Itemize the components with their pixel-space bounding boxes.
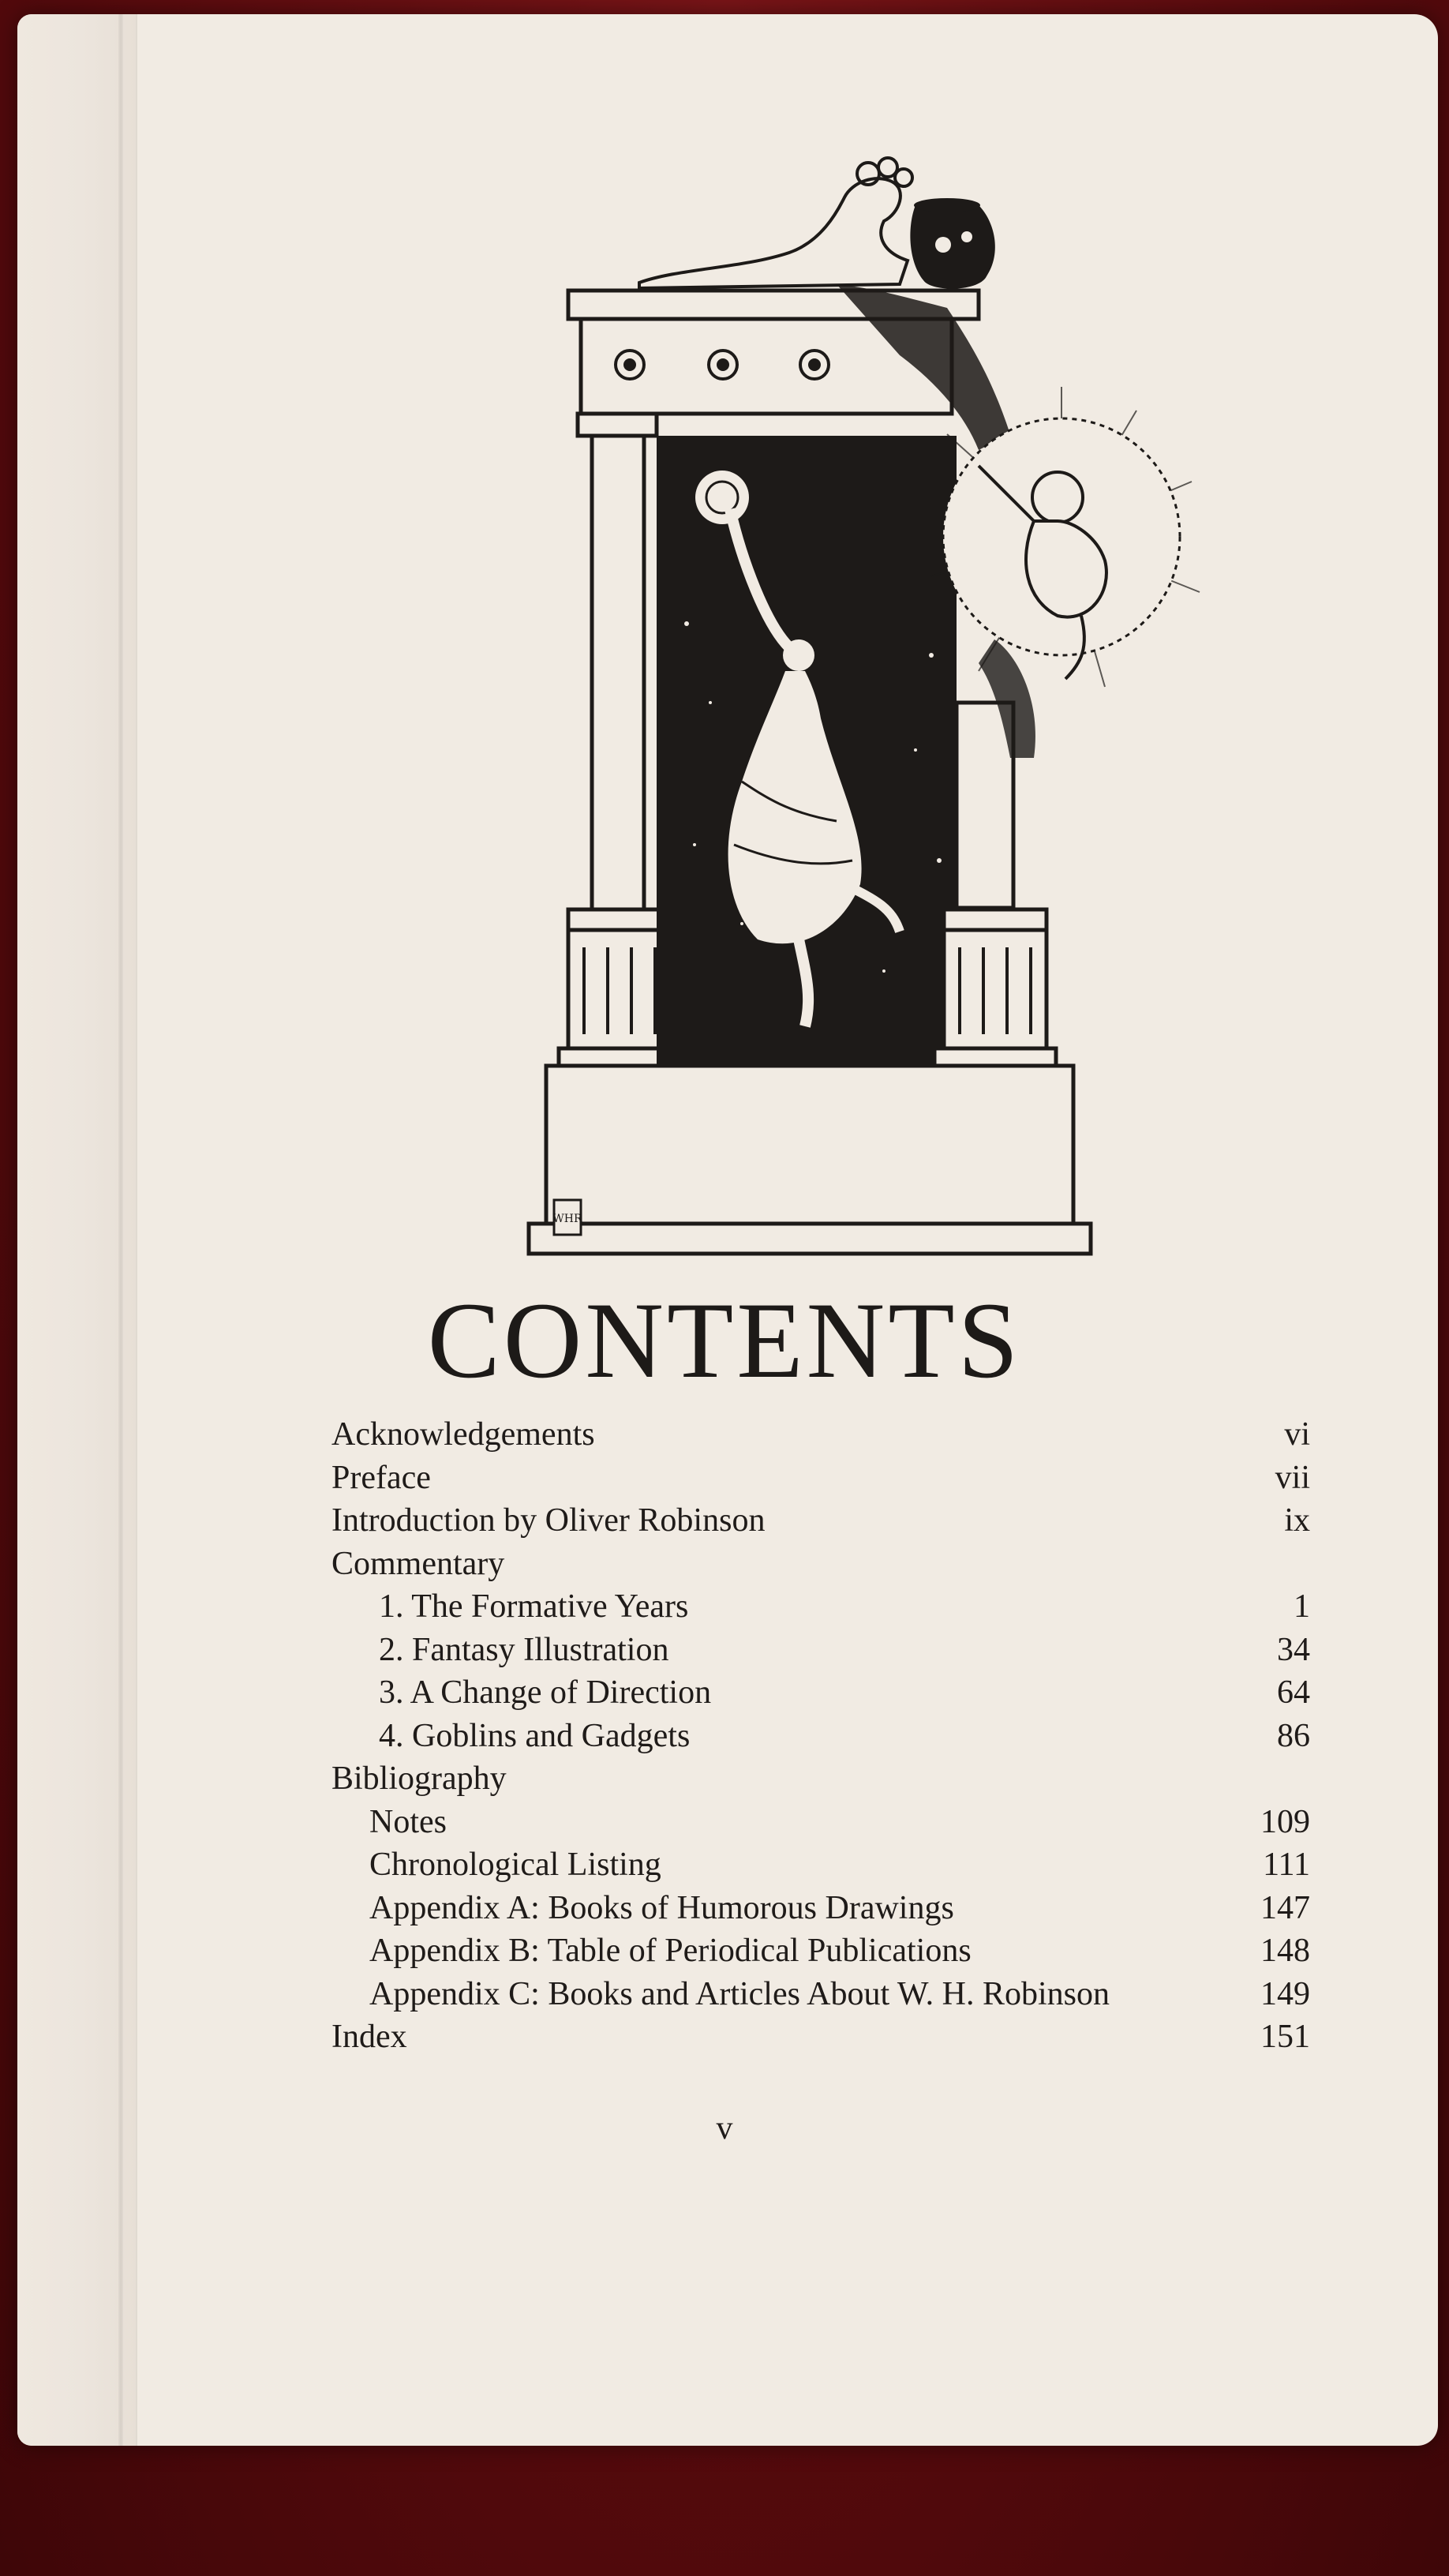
toc-entry-label: Notes xyxy=(369,1803,447,1840)
toc-entry xyxy=(331,1843,1310,1887)
toc-entry xyxy=(331,1543,1310,1586)
table-of-contents xyxy=(331,1413,1310,2059)
toc-entry-page: 111 xyxy=(1263,1847,1310,1883)
toc-entry-page: 1 xyxy=(1294,1588,1310,1625)
toc-entry-label: Introduction by Oliver Robinson xyxy=(331,1502,766,1539)
illustration-icon xyxy=(505,150,1239,1303)
toc-entry-page: ix xyxy=(1284,1502,1310,1539)
toc-entry xyxy=(331,1801,1310,1844)
toc-entry xyxy=(331,1973,1310,2016)
toc-entry-page: 151 xyxy=(1260,2019,1310,2055)
toc-entry-page: 86 xyxy=(1277,1717,1310,1754)
toc-entry-label: Appendix A: Books of Humorous Drawings xyxy=(369,1889,954,1926)
toc-entry xyxy=(331,1887,1310,1930)
toc-entry xyxy=(331,1413,1310,1457)
svg-text:WHR: WHR xyxy=(552,1213,582,1225)
toc-entry xyxy=(331,1715,1310,1758)
toc-entry-page: 148 xyxy=(1260,1933,1310,1969)
toc-entry xyxy=(331,1757,1310,1801)
toc-entry-label: Preface xyxy=(331,1459,431,1496)
toc-entry-page: 147 xyxy=(1260,1889,1310,1926)
toc-entry-label: 4. Goblins and Gadgets xyxy=(379,1717,691,1754)
toc-entry xyxy=(331,1585,1310,1629)
toc-entry xyxy=(331,1629,1310,1672)
toc-entry-label: 1. The Formative Years xyxy=(379,1588,689,1625)
toc-entry-page: 109 xyxy=(1260,1803,1310,1840)
toc-entry-label: Chronological Listing xyxy=(369,1847,661,1883)
toc-entry-label: 3. A Change of Direction xyxy=(379,1674,712,1711)
toc-entry-label: Acknowledgements xyxy=(331,1416,595,1453)
toc-entry-page: 34 xyxy=(1277,1631,1310,1668)
toc-entry xyxy=(331,1929,1310,1973)
toc-entry xyxy=(331,1457,1310,1500)
toc-entry-page: vii xyxy=(1275,1459,1310,1496)
toc-entry-page: 149 xyxy=(1260,1975,1310,2012)
toc-entry-label: Bibliography xyxy=(331,1760,507,1797)
toc-entry xyxy=(331,1499,1310,1543)
toc-entry-label: Appendix C: Books and Articles About W. H. Robinson xyxy=(369,1975,1110,2012)
toc-entry-page: 64 xyxy=(1277,1674,1310,1711)
toc-entry xyxy=(331,1671,1310,1715)
toc-entry-label: Appendix B: Table of Periodical Publications xyxy=(369,1933,972,1969)
toc-entry-label: Commentary xyxy=(331,1545,505,1582)
toc-entry-page: vi xyxy=(1284,1416,1310,1453)
toc-entry-label: Index xyxy=(331,2019,407,2055)
page-fold xyxy=(118,14,123,2446)
page-title: CONTENTS xyxy=(427,1280,1022,1400)
page-number: v xyxy=(716,2110,733,2147)
toc-entry xyxy=(331,2015,1310,2059)
toc-entry-label: 2. Fantasy Illustration xyxy=(379,1631,669,1668)
